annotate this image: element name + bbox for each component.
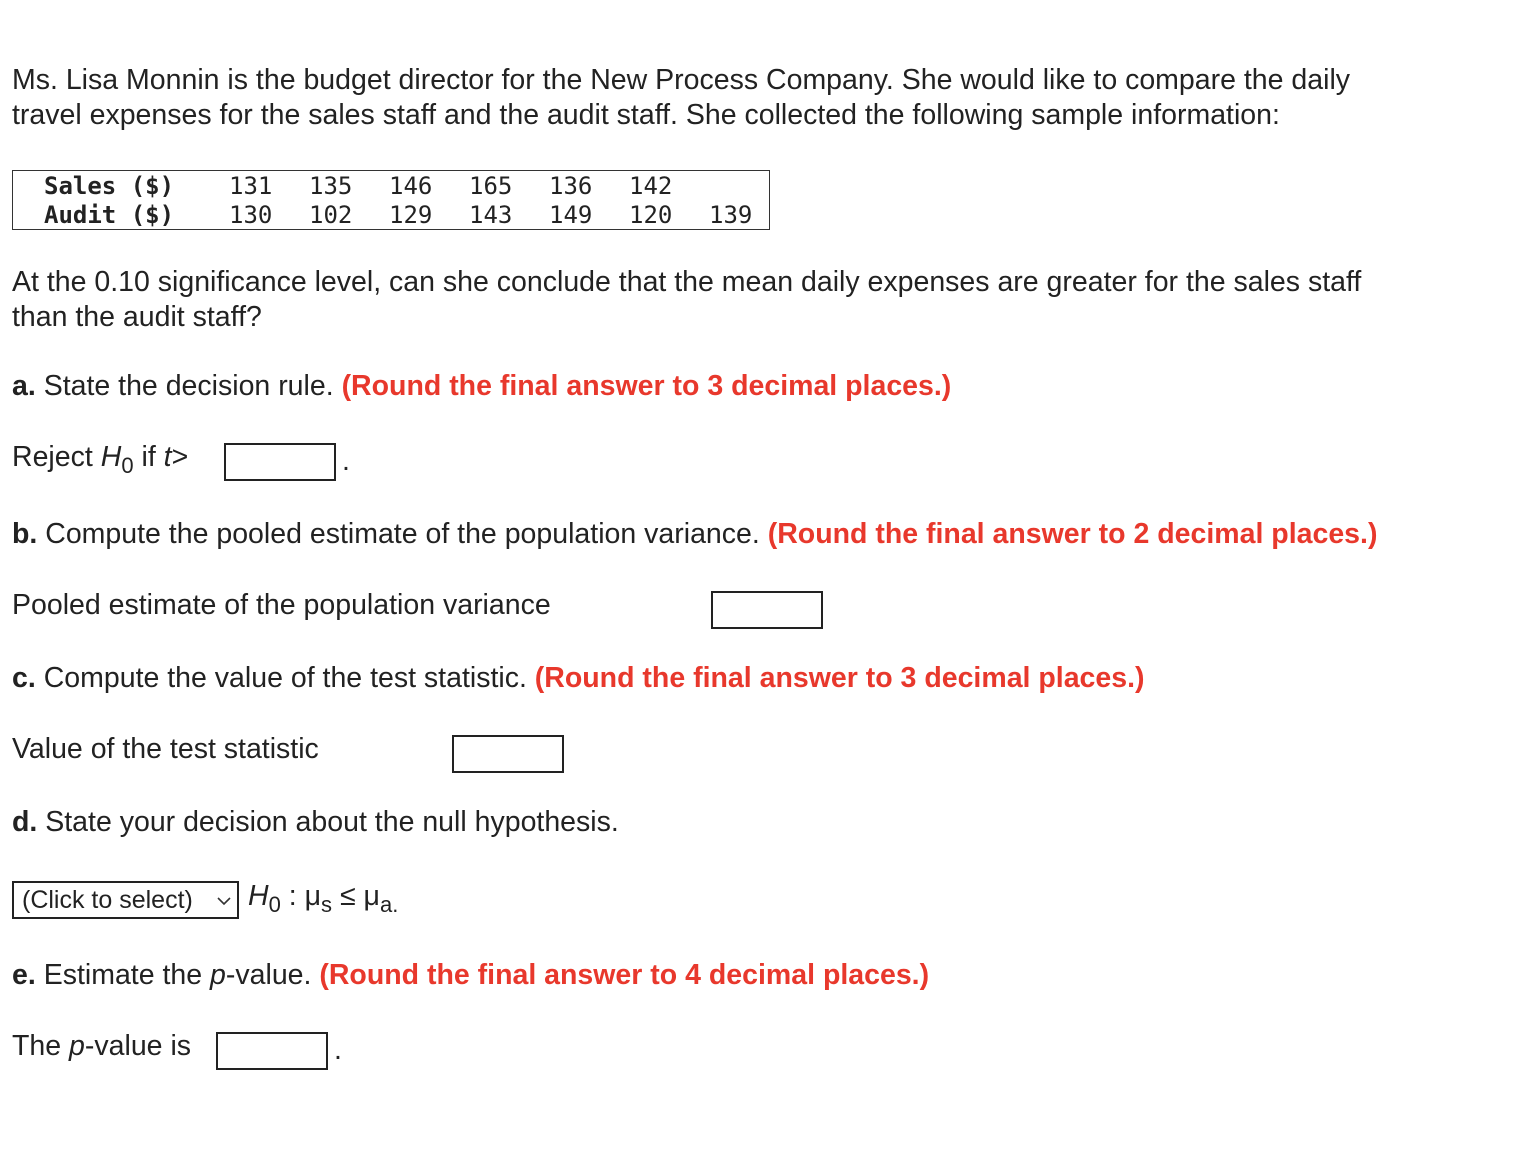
- part-a-heading: [12, 370, 951, 403]
- audit-value: 143: [469, 201, 513, 229]
- part-e-instruction: (Round the final answer to 4 decimal places.): [319, 959, 930, 991]
- question-line-1: At the 0.10 significance level, can she conclude that the mean daily expenses are greater for the sales staff: [12, 266, 1362, 298]
- audit-value: 102: [309, 201, 353, 229]
- mu-letter: μ: [304, 880, 322, 912]
- h0-symbol: [100, 441, 134, 478]
- pooled-variance-input[interactable]: [711, 591, 823, 629]
- intro-line-2: travel expenses for the sales staff and the audit staff. She collected the following sample information:: [12, 99, 1280, 131]
- test-statistic-input[interactable]: [452, 735, 564, 773]
- colon: :: [288, 880, 297, 912]
- sales-value: 136: [549, 172, 593, 200]
- sales-value: 131: [229, 172, 273, 200]
- part-c-letter: c.: [12, 662, 36, 694]
- mu-letter: μ: [363, 880, 380, 912]
- part-e-text-after: -value.: [225, 959, 312, 991]
- pooled-variance-label: Pooled estimate of the population variance: [12, 589, 551, 621]
- p-value-label-after: -value is: [84, 1030, 192, 1062]
- audit-row-label: Audit ($): [44, 201, 175, 229]
- p-value-label: [12, 1030, 191, 1063]
- part-c-text: Compute the value of the test statistic.: [43, 662, 527, 694]
- decision-select[interactable]: [12, 881, 239, 919]
- decision-select-value: (Click to select): [22, 886, 193, 914]
- sales-value: 146: [389, 172, 433, 200]
- if-label: if: [141, 441, 156, 473]
- part-e-heading: [12, 959, 929, 992]
- audit-value: 149: [549, 201, 593, 229]
- period: .: [392, 892, 399, 917]
- question-paragraph: [12, 265, 1512, 335]
- expenses-table: [12, 170, 770, 230]
- reject-label: Reject: [12, 441, 93, 473]
- h0-symbol: [248, 880, 281, 917]
- part-a-instruction: (Round the final answer to 3 decimal places.): [341, 370, 952, 402]
- question-line-2: than the audit staff?: [12, 301, 262, 333]
- part-e-letter: e.: [12, 959, 36, 991]
- decision-rule-line: [12, 441, 189, 478]
- test-statistic-label: Value of the test statistic: [12, 733, 319, 765]
- part-c-instruction: (Round the final answer to 3 decimal places.): [534, 662, 1145, 694]
- greater-than-symbol: >: [171, 441, 189, 473]
- h-letter: H: [248, 880, 269, 912]
- mu-s-symbol: [304, 880, 333, 917]
- audit-value: 129: [389, 201, 433, 229]
- intro-line-1: Ms. Lisa Monnin is the budget director for the New Process Company. She would like to compare the daily: [12, 64, 1351, 96]
- p-value-label-before: The: [12, 1030, 62, 1062]
- sales-value: 142: [629, 172, 673, 200]
- part-b-text: Compute the pooled estimate of the population variance.: [45, 518, 760, 550]
- p-symbol: p: [210, 959, 226, 991]
- h-subscript: 0: [268, 892, 281, 917]
- audit-value: 139: [709, 201, 753, 229]
- sales-row-label: Sales ($): [44, 172, 175, 200]
- part-b-heading: [12, 518, 1377, 551]
- mu-a-symbol: [363, 880, 399, 917]
- part-a-text: State the decision rule.: [43, 370, 334, 402]
- part-e-text-before: Estimate the: [43, 959, 203, 991]
- part-c-heading: [12, 662, 1145, 695]
- part-d-text: State your decision about the null hypothesis.: [45, 806, 619, 838]
- null-hypothesis-expression: [248, 880, 399, 917]
- part-b-instruction: (Round the final answer to 2 decimal places.): [767, 518, 1378, 550]
- part-b-letter: b.: [12, 518, 38, 550]
- audit-value: 120: [629, 201, 673, 229]
- p-symbol: p: [69, 1030, 85, 1062]
- part-a-letter: a.: [12, 370, 36, 402]
- part-e-period: .: [334, 1034, 342, 1066]
- p-value-input[interactable]: [216, 1032, 328, 1070]
- t-symbol: t: [163, 441, 172, 473]
- intro-paragraph: [12, 63, 1512, 133]
- part-d-letter: d.: [12, 806, 38, 838]
- h-subscript: 0: [121, 453, 134, 478]
- audit-value: 130: [229, 201, 273, 229]
- less-equal-symbol: ≤: [339, 880, 356, 912]
- chevron-down-icon: [217, 894, 231, 908]
- critical-value-input[interactable]: [224, 443, 336, 481]
- a-subscript: a: [379, 892, 393, 917]
- s-subscript: s: [321, 892, 333, 917]
- sales-value: 165: [469, 172, 513, 200]
- part-d-heading: [12, 806, 619, 839]
- h-letter: H: [100, 441, 122, 473]
- sales-value: 135: [309, 172, 353, 200]
- part-a-period: .: [342, 445, 350, 477]
